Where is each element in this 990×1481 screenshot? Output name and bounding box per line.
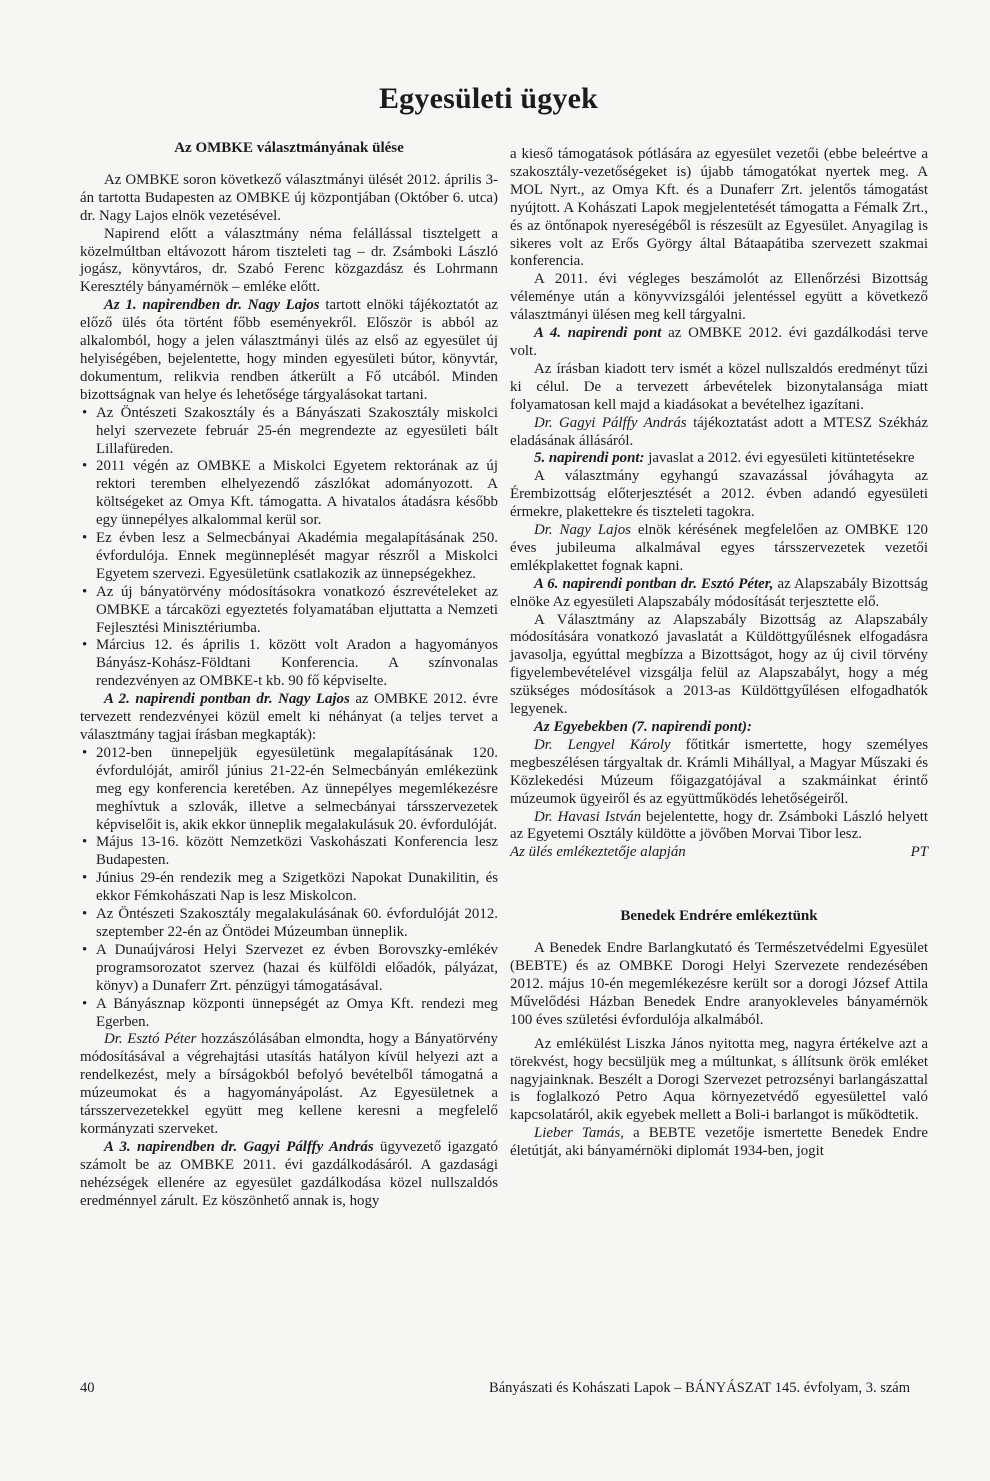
paragraph bbox=[80, 1031, 498, 1138]
list-item bbox=[80, 530, 498, 584]
agenda-lead: A 3. napirendben dr. Gagyi Pálffy András bbox=[104, 1138, 374, 1155]
paragraph: A Benedek Endre Barlangkutató és Természetvédelmi Egyesület (BEBTE) és az OMBKE Dorogi Helyi Szervezete rendezésében 2012. május 10-én megemlékezésre került sor a dorogi József Attila Művelődési Házban Benedek Endre aranyokleveles bányamérnök 100 éves születési évfordulója alkalmából. bbox=[510, 940, 928, 1028]
section-spacer bbox=[510, 862, 928, 908]
bullet-icon: • bbox=[82, 744, 88, 761]
right-column bbox=[510, 146, 928, 1161]
paragraph: A 2011. évi végleges beszámolót az Ellenőrzési Bizottság véleménye után a könyvvizsgálói jelentéssel együtt a következő választmányi ülésen meg kell tárgyalni. bbox=[510, 271, 928, 324]
list-item bbox=[80, 745, 498, 835]
signature-line bbox=[510, 844, 928, 862]
paragraph-text: az OMBKE 2012. évre tervezett rendezvényei közül emelt ki néhányat (a teljes tervet a választmány tagjai írásban megkapták): bbox=[80, 691, 498, 743]
bullet-list bbox=[80, 745, 498, 1032]
agenda-lead: 5. napirendi pont: bbox=[534, 450, 645, 467]
list-item bbox=[80, 584, 498, 638]
person-name: Dr. Nagy Lajos bbox=[534, 522, 631, 539]
person-name: Lieber Tamás, bbox=[534, 1125, 624, 1142]
paragraph-text: az OMBKE 2012. évi gazdálkodási terve volt. bbox=[510, 325, 928, 359]
list-item-text: Ez évben lesz a Selmecbányai Akadémia megalapításának 250. évfordulója. Ennek megünneplését magyar részről a Miskolci Egyetem szervezi. Egyesületünk csatlakozik az ünnepségekhez. bbox=[96, 530, 498, 582]
agenda-lead: Az Egyebekben (7. napirendi pont): bbox=[534, 719, 752, 735]
person-name: Dr. Havasi István bbox=[534, 808, 642, 825]
bullet-icon: • bbox=[82, 906, 88, 923]
article-title: Az OMBKE választmányának ülése bbox=[174, 140, 404, 156]
list-item bbox=[80, 458, 498, 530]
bullet-icon: • bbox=[82, 404, 88, 421]
list-item bbox=[80, 834, 498, 870]
bullet-icon: • bbox=[82, 458, 88, 475]
page-number: 40 bbox=[80, 1380, 95, 1396]
paragraph: A választmány egyhangú szavazással jóváhagyta az Érembizottság előterjesztését a 2012. évben adandó egyesületi érmekre, plakettekre és tiszteleti tagokra. bbox=[510, 468, 928, 521]
paragraph-text: a BEBTE vezetője ismertette Benedek Endre életútját, aki bányamérnöki diplomát 1934-ben, jogit bbox=[510, 1125, 928, 1160]
paragraph: A Választmány az Alapszabály Bizottság az Alapszabály módosítására vonatkozó javaslatát a Küldöttgyűlésnek elfogadásra javasolja, egyúttal megbízza a Bizottságot, hogy az új civil törvény figyelembevételével vizsgálja felül az Alapszabályt, hogy a még szükséges módosítások a 2013-as Küldöttgyűlésen elfogadhatók legyenek. bbox=[510, 611, 928, 718]
paragraph bbox=[510, 450, 928, 468]
list-item-text: A Dunaújvárosi Helyi Szervezet ez évben Borovszky-emlékév programsorozatot szervez (hazai és külföldi előadók, pályázat, könyv) a Dunaferr Zrt. pénzügyi támogatásával. bbox=[96, 941, 498, 994]
paragraph bbox=[510, 325, 928, 361]
list-item-text: Május 13-16. között Nemzetközi Vaskohászati Konferencia lesz Budapesten. bbox=[96, 834, 498, 869]
page-title: Egyesületi ügyek bbox=[378, 82, 598, 115]
paragraph bbox=[80, 297, 498, 404]
article-title: Benedek Endrére emlékeztünk bbox=[620, 908, 818, 925]
paragraph: Az OMBKE soron következő választmányi ülését 2012. április 3-án tartotta Budapesten az OMBKE új központjában (Október 6. utca) dr. Nagy Lajos elnök vezetésével. bbox=[80, 171, 498, 224]
bullet-icon: • bbox=[82, 583, 88, 600]
paragraph bbox=[510, 737, 928, 809]
list-item-text: 2012-ben ünnepeljük egyesületünk megalapításának 120. évfordulóját, amiről június 21-22-én Selmecbányán emlékezünk meg egy konferencia keretében. Az ünnepélyes megemlékezésre meghívtuk a szlovák, illetve a selmecbányai társszervezetek képviselőit is, akik ekkor ünneplik megalakulásuk 20. évfordulóját. bbox=[96, 744, 498, 833]
list-item bbox=[80, 405, 498, 459]
paragraph-text: tartott elnöki tájékoztatót az előző ülés óta történt főbb eseményekről. Először is abból az alkalomból, hogy a jelen választmányi ülés az első az egyesület új helyiségében, bejelentette, hogy minden egyesületi bútor, könyvtár, dokumentum, relikvia rendben átkerült a Fő utcából. Minden bizottságnak van helye és lehetősége tárgyalásokat tartani. bbox=[80, 297, 498, 403]
paragraph-text: hozzászólásában elmondta, hogy a Bányatörvény módosításával a végrehajtási utasítás hatályon kívül helyezi azt a rendelkezést, mely a bírságokból befolyó bevételből támogatná a múzeumokat és a hagyományápolást. Az Egyesületnek a társszervezetekkel együtt meg kellene keresni a megfelelő kormányzati szerveket. bbox=[80, 1031, 498, 1137]
paragraph: Az írásban kiadott terv ismét a közel nullszaldós eredményt tűzi ki célul. De a tervezett árbevételek bizonytalansága miatt folyamatosan kell majd a kiadásokat a bevételhez igazítani. bbox=[510, 360, 928, 413]
agenda-lead: A 4. napirendi pont bbox=[534, 325, 662, 342]
paragraph-text: elnök kérésének megfelelően az OMBKE 120 éves jubileuma alkalmával egyes társszervezetek vezetői emlékplakettet fognak kapni. bbox=[510, 522, 928, 574]
paragraph bbox=[80, 1139, 498, 1211]
list-item-text: Az Öntészeti Szakosztály megalakulásának 60. évfordulóját 2012. szeptember 22-én az Öntödei Múzeumban ünneplik. bbox=[96, 906, 498, 940]
list-item bbox=[80, 996, 498, 1032]
bullet-icon: • bbox=[82, 834, 88, 851]
paragraph-text: bejelentette, hogy dr. Zsámboki László helyett az Egyetemi Osztály küldötte a jövőben Morvai Tibor lesz. bbox=[510, 808, 928, 843]
agenda-lead: A 2. napirendi pontban dr. Nagy Lajos bbox=[104, 691, 350, 708]
paragraph: a kieső támogatások pótlására az egyesület vezetői (ebbe beleértve a szakosztály-vezetőségeket is) újabb támogatókat nyertek meg. A MOL Nyrt., az Omya Kft. és a Dunaferr Zrt. jelentős támogatást nyújtott. A Kohászati Lapok megjelentetését támogatta a Fémalk Zrt., és az öntőnapok nyereségéből is részesült az Egyesület. Anyagilag is sikeres volt az Erős György által Bátaapátiba szervezett szakmai konferencia. bbox=[510, 146, 928, 270]
paragraph bbox=[510, 522, 928, 576]
list-item-text: Az új bányatörvény módosításokra vonatkozó észrevételeket az OMBKE a tárcaközi egyeztetés folyamatában eljuttatta a Nemzeti Fejlesztési Minisztériumba. bbox=[96, 583, 498, 636]
bullet-icon: • bbox=[82, 530, 88, 547]
paragraph-text: ügyvezető igazgató számolt be az OMBKE 2011. évi gazdálkodásáról. A gazdasági nehézségek ellenére az egyesület gazdálkodása közel nullszaldós eredménnyel zárult. Ez köszönhető annak is, hogy bbox=[80, 1138, 498, 1209]
person-name: Dr. Esztó Péter bbox=[104, 1031, 197, 1048]
list-item bbox=[80, 870, 498, 906]
bullet-list bbox=[80, 405, 498, 692]
paragraph: Napirend előtt a választmány néma felállással tisztelgett a közelmúltban eltávozott három tiszteleti tag – dr. Zsámboki László jogász, könyvtáros, dr. Szabó Ferenc közgazdász és Lohrmann Keresztély bányamérnök – emléke előtt. bbox=[80, 225, 498, 296]
paragraph-text: tájékoztatást adott a MTESZ Székház eladásának állásáról. bbox=[510, 414, 928, 449]
list-item-text: A Bányásznap központi ünnepségét az Omya Kft. rendezi meg Egerben. bbox=[96, 995, 498, 1030]
list-item-text: Június 29-én rendezik meg a Szigetközi Napokat Dunakilitin, és ekkor Fémkohászati Nap is lesz Miskolcon. bbox=[96, 870, 498, 905]
list-item-text: Március 12. és április 1. között volt Aradon a hagyományos Bányász-Kohász-Földtani Konferencia. A színvonalas rendezvényen az OMBKE-t kb. 90 fő képviselte. bbox=[96, 637, 498, 690]
signature-initials: PT bbox=[910, 844, 928, 861]
left-column bbox=[80, 140, 498, 1210]
paragraph-text: javaslat a 2012. évi egyesületi kitüntetésekre bbox=[648, 450, 915, 467]
bullet-icon: • bbox=[82, 941, 88, 958]
paragraph bbox=[510, 415, 928, 451]
paragraph-text: főtitkár ismertette, hogy személyes megbeszélésen tárgyaltak dr. Krámli Mihállyal, a Magyar Műszaki és Közlekedési Múzeum főigazgatójával a szakmáinkat érintő múzeumok ügyeiről és az együttműködés lehetőségeiről. bbox=[510, 736, 928, 807]
paragraph bbox=[510, 576, 928, 612]
list-item-text: Az Öntészeti Szakosztály és a Bányászati Szakosztály miskolci helyi szervezete február 25-én megrendezte az egyesületi bált Lillafüreden. bbox=[96, 404, 498, 457]
paragraph: Az emlékülést Liszka János nyitotta meg, nagyra értékelve azt a törekvést, hogy becsüljük meg a múltunkat, s állítsunk örök emléket nagyjainknak. Beszélt a Dorogi Szervezet petrozsényi barlangászattal is foglalkozó Petro Aqua környezetvédő egyesülettel való kapcsolatáról, akik egyebek mellett a Boli-i barlangot is működtetik. bbox=[510, 1035, 928, 1124]
paragraph bbox=[510, 719, 928, 737]
page-footer bbox=[80, 1380, 910, 1397]
person-name: Dr. Lengyel Károly bbox=[534, 736, 671, 753]
list-item bbox=[80, 637, 498, 691]
bullet-icon: • bbox=[82, 637, 88, 654]
paragraph bbox=[510, 809, 928, 845]
paragraph-text: az Alapszabály Bizottság elnöke Az egyesületi Alapszabály módosítását terjesztette elő. bbox=[510, 575, 928, 610]
bullet-icon: • bbox=[82, 870, 88, 887]
paragraph bbox=[80, 691, 498, 745]
paragraph bbox=[510, 1125, 928, 1161]
agenda-lead: A 6. napirendi pontban dr. Esztó Péter, bbox=[534, 575, 774, 592]
signature-source: Az ülés emlékeztetője alapján bbox=[510, 844, 686, 861]
list-item bbox=[80, 906, 498, 942]
person-name: Dr. Gagyi Pálffy András bbox=[534, 414, 687, 431]
agenda-lead: Az 1. napirendben dr. Nagy Lajos bbox=[104, 297, 320, 314]
list-item-text: 2011 végén az OMBKE a Miskolci Egyetem rektorának az új rektori teremben elhelyezendő zászlókat adományozott. A költségeket az Omya Kft. támogatta. A hivatalos átadásra később egy ünnepélyes alkalommal kerül sor. bbox=[96, 458, 498, 529]
list-item bbox=[80, 942, 498, 996]
journal-citation: Bányászati és Kohászati Lapok – BÁNYÁSZAT 145. évfolyam, 3. szám bbox=[489, 1380, 910, 1396]
bullet-icon: • bbox=[82, 995, 88, 1012]
